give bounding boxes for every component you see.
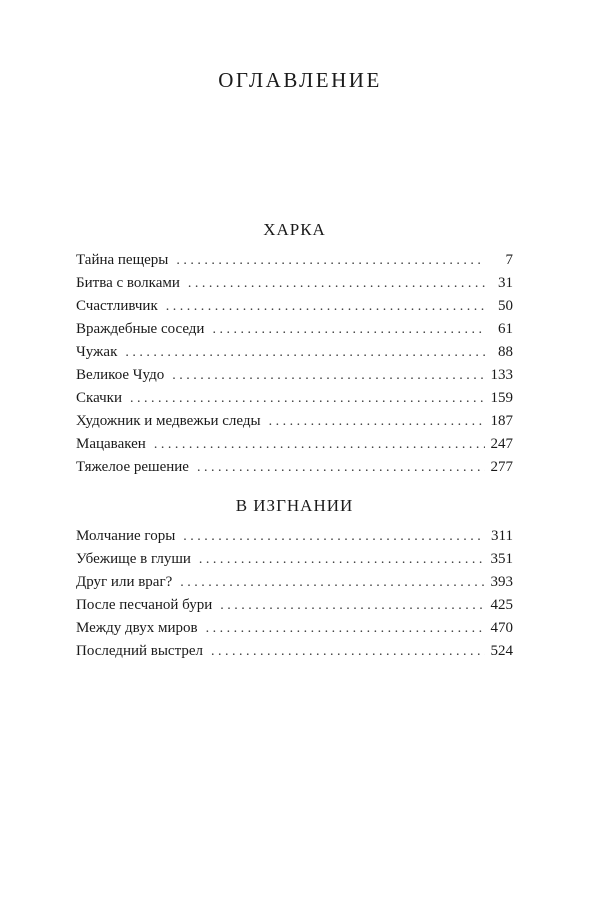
dot-leader [176,249,485,272]
toc-entry-page: 247 [490,436,513,452]
toc-entry-page: 61 [498,321,513,337]
dot-leader [220,594,484,617]
toc-entry-page: 393 [490,574,513,590]
toc-entry-title: После песчаной бури [76,597,213,613]
dot-leader [180,571,484,594]
toc-entry-page: 133 [490,367,513,383]
toc-entry-page: 187 [490,413,513,429]
toc-entry-title: Великое Чудо [76,367,165,383]
toc-entry-page: 351 [490,551,513,567]
toc-entry-title: Друг или враг? [76,574,173,590]
dot-leader [154,433,485,456]
toc-entry[interactable] [76,456,513,479]
dot-leader [206,617,485,640]
toc-entry-title: Битва с волками [76,275,180,291]
toc-entry-page: 277 [490,459,513,475]
toc-entry-title: Чужак [76,344,118,360]
toc-list [76,249,513,479]
toc-entry[interactable] [76,571,513,594]
toc-entry-page: 524 [490,643,513,659]
toc-entry[interactable] [76,617,513,640]
toc-entry-title: Молчание горы [76,528,176,544]
section-title: В ИЗГНАНИИ [235,496,354,515]
toc-entry-title: Скачки [76,390,122,406]
toc-entry[interactable] [76,318,513,341]
dot-leader [166,295,485,318]
toc-entry-page: 425 [490,597,513,613]
toc-entry-title: Мацавакен [76,436,146,452]
toc-entry-title: Убежище в глуши [76,551,191,567]
toc-section [76,219,513,479]
dot-leader [212,318,485,341]
dot-leader [269,410,485,433]
toc-entry[interactable] [76,364,513,387]
toc-entry-title: Тяжелое решение [76,459,189,475]
toc-entry[interactable] [76,272,513,295]
toc-entry[interactable] [76,525,513,548]
toc-list [76,525,513,663]
toc-entry[interactable] [76,594,513,617]
dot-leader [130,387,485,410]
page-title: ОГЛАВЛЕНИЕ [218,68,382,92]
section-title: ХАРКА [263,220,326,239]
toc-entry-page: 50 [498,298,513,314]
toc-entry-title: Последний выстрел [76,643,203,659]
toc-entry-page: 31 [498,275,513,291]
toc-entry[interactable] [76,387,513,410]
dot-leader [183,525,485,548]
toc-entry[interactable] [76,295,513,318]
toc-entry-title: Счастливчик [76,298,158,314]
toc-entry[interactable] [76,249,513,272]
toc-entry[interactable] [76,410,513,433]
toc-entry[interactable] [76,433,513,456]
dot-leader [211,640,485,663]
toc-entry-page: 470 [490,620,513,636]
dot-leader [197,456,485,479]
toc-entry-title: Между двух миров [76,620,198,636]
toc-entry-title: Враждебные соседи [76,321,205,337]
toc-entry-page: 88 [498,344,513,360]
toc-entry[interactable] [76,640,513,663]
toc-entry-title: Тайна пещеры [76,252,169,268]
toc-entry-page: 311 [491,528,513,544]
toc-section [76,495,513,663]
toc-entry[interactable] [76,341,513,364]
dot-leader [125,341,485,364]
toc-entry-page: 7 [505,252,513,268]
dot-leader [199,548,485,571]
dot-leader [172,364,484,387]
toc-entry[interactable] [76,548,513,571]
toc-entry-page: 159 [490,390,513,406]
dot-leader [188,272,485,295]
toc-entry-title: Художник и медвежьи следы [76,413,261,429]
